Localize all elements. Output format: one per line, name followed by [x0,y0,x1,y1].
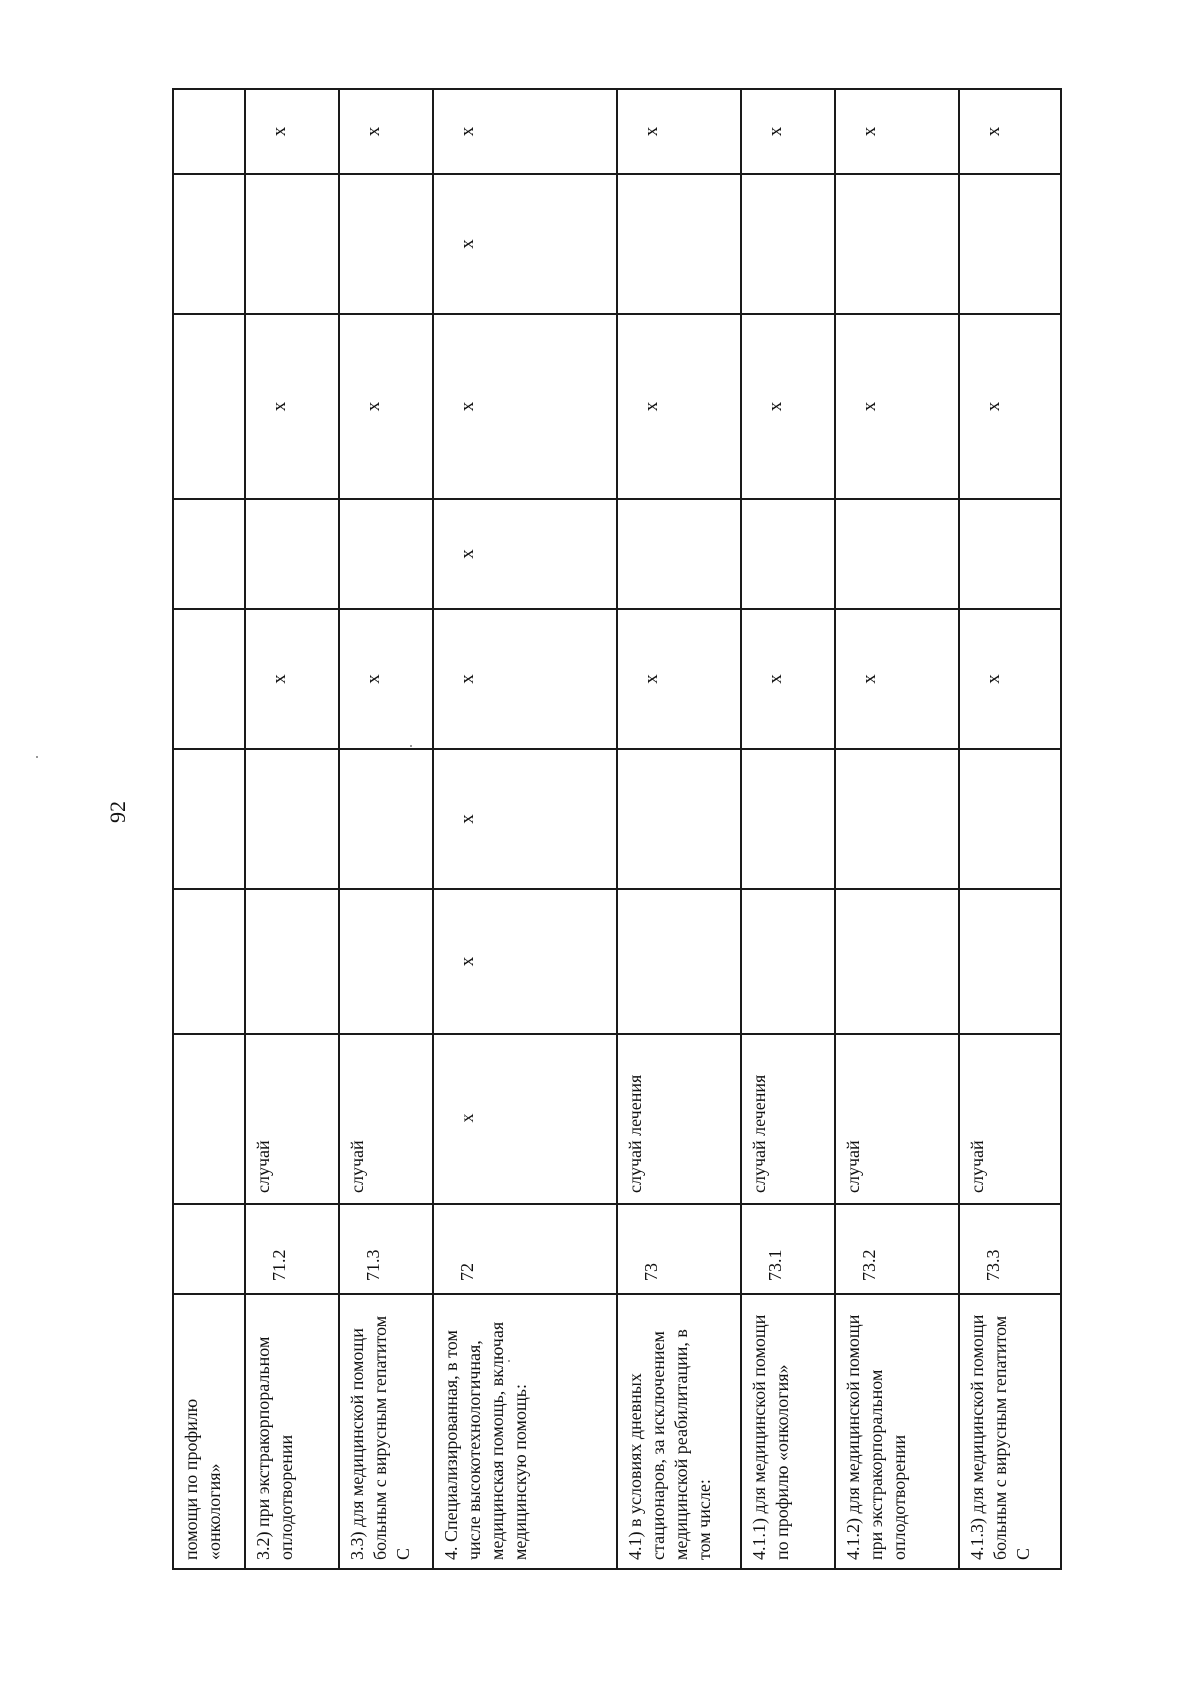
table-row [339,89,433,1569]
row-label: 3.2) при экстракорпоральном оплодотворении [245,1294,339,1569]
row-code: 72 [433,1204,617,1294]
cross-mark-cell [173,889,245,1034]
cross-mark-cell: x [433,89,617,174]
row-label: 4. Специализированная, в том числе высокотехнологичная, медицинская помощь, включая медицинскую помощь: [433,1294,617,1569]
cross-mark-cell: x [617,609,741,749]
cross-mark-cell [173,174,245,314]
row-unit: случай [835,1034,959,1204]
row-unit: случай [339,1034,433,1204]
cross-mark-cell: x [959,314,1061,499]
cross-mark-cell: x [433,609,617,749]
cross-mark-cell [173,609,245,749]
cross-mark-cell: x [245,314,339,499]
cross-mark-cell [339,499,433,609]
rotated-table-container [172,90,1060,1570]
cross-mark-cell: x [741,89,835,174]
cross-mark-cell [741,749,835,889]
row-code [173,1204,245,1294]
cross-mark-cell [959,889,1061,1034]
cross-mark-cell [741,499,835,609]
cross-mark-cell [339,749,433,889]
data-table [172,88,1062,1570]
cross-mark-cell: x [433,749,617,889]
cross-mark-cell: x [835,609,959,749]
row-code: 71.2 [245,1204,339,1294]
cross-mark-cell: x [339,609,433,749]
cross-mark-cell: x [959,609,1061,749]
cross-mark-cell [959,499,1061,609]
cross-mark-cell [617,749,741,889]
table-row [959,89,1061,1569]
row-label: 4.1.2) для медицинской помощи при экстракорпоральном оплодотворении [835,1294,959,1569]
cross-mark-cell [339,174,433,314]
cross-mark-cell [835,499,959,609]
cross-mark-cell [835,889,959,1034]
cross-mark-cell: x [835,314,959,499]
row-unit: x [433,1034,617,1204]
row-label: 4.1.1) для медицинской помощи по профилю «онкология» [741,1294,835,1569]
cross-mark-cell: x [433,499,617,609]
cross-mark-cell: x [617,314,741,499]
row-label: 3.3) для медицинской помощи больным с вирусным гепатитом С [339,1294,433,1569]
row-unit: случай [959,1034,1061,1204]
row-unit: случай лечения [741,1034,835,1204]
cross-mark-cell: x [835,89,959,174]
cross-mark-cell [741,889,835,1034]
row-code: 71.3 [339,1204,433,1294]
cross-mark-cell [835,174,959,314]
cross-mark-cell [617,889,741,1034]
cross-mark-cell: x [741,609,835,749]
cross-mark-cell [173,314,245,499]
row-code: 73.2 [835,1204,959,1294]
table-body [173,89,1061,1569]
cross-mark-cell [617,174,741,314]
cross-mark-cell [245,749,339,889]
row-unit: случай [245,1034,339,1204]
row-code: 73.3 [959,1204,1061,1294]
cross-mark-cell [245,174,339,314]
row-code: 73.1 [741,1204,835,1294]
cross-mark-cell: x [433,314,617,499]
cross-mark-cell: x [617,89,741,174]
row-label: 4.1) в условиях дневных стационаров, за исключением медицинской реабилитации, в том числе: [617,1294,741,1569]
cross-mark-cell: x [339,314,433,499]
cross-mark-cell [173,499,245,609]
cross-mark-cell: x [245,609,339,749]
cross-mark-cell [245,889,339,1034]
cross-mark-cell [339,889,433,1034]
cross-mark-cell [835,749,959,889]
page-number: 92 [105,801,130,823]
scan-speck [36,756,38,758]
cross-mark-cell [173,89,245,174]
cross-mark-cell [245,499,339,609]
row-unit: случай лечения [617,1034,741,1204]
table-row [245,89,339,1569]
cross-mark-cell [617,499,741,609]
cross-mark-cell [173,749,245,889]
cross-mark-cell: x [433,174,617,314]
cross-mark-cell: x [433,889,617,1034]
cross-mark-cell: x [959,89,1061,174]
cross-mark-cell: x [245,89,339,174]
cross-mark-cell [741,174,835,314]
table-row [741,89,835,1569]
row-unit [173,1034,245,1204]
row-code: 73 [617,1204,741,1294]
cross-mark-cell [959,749,1061,889]
row-label: помощи по профилю «онкология» [173,1294,245,1569]
cross-mark-cell: x [741,314,835,499]
table-row [835,89,959,1569]
table-row [433,89,617,1569]
table-row [617,89,741,1569]
cross-mark-cell [959,174,1061,314]
table-row [173,89,245,1569]
cross-mark-cell: x [339,89,433,174]
row-label: 4.1.3) для медицинской помощи больным с вирусным гепатитом С [959,1294,1061,1569]
